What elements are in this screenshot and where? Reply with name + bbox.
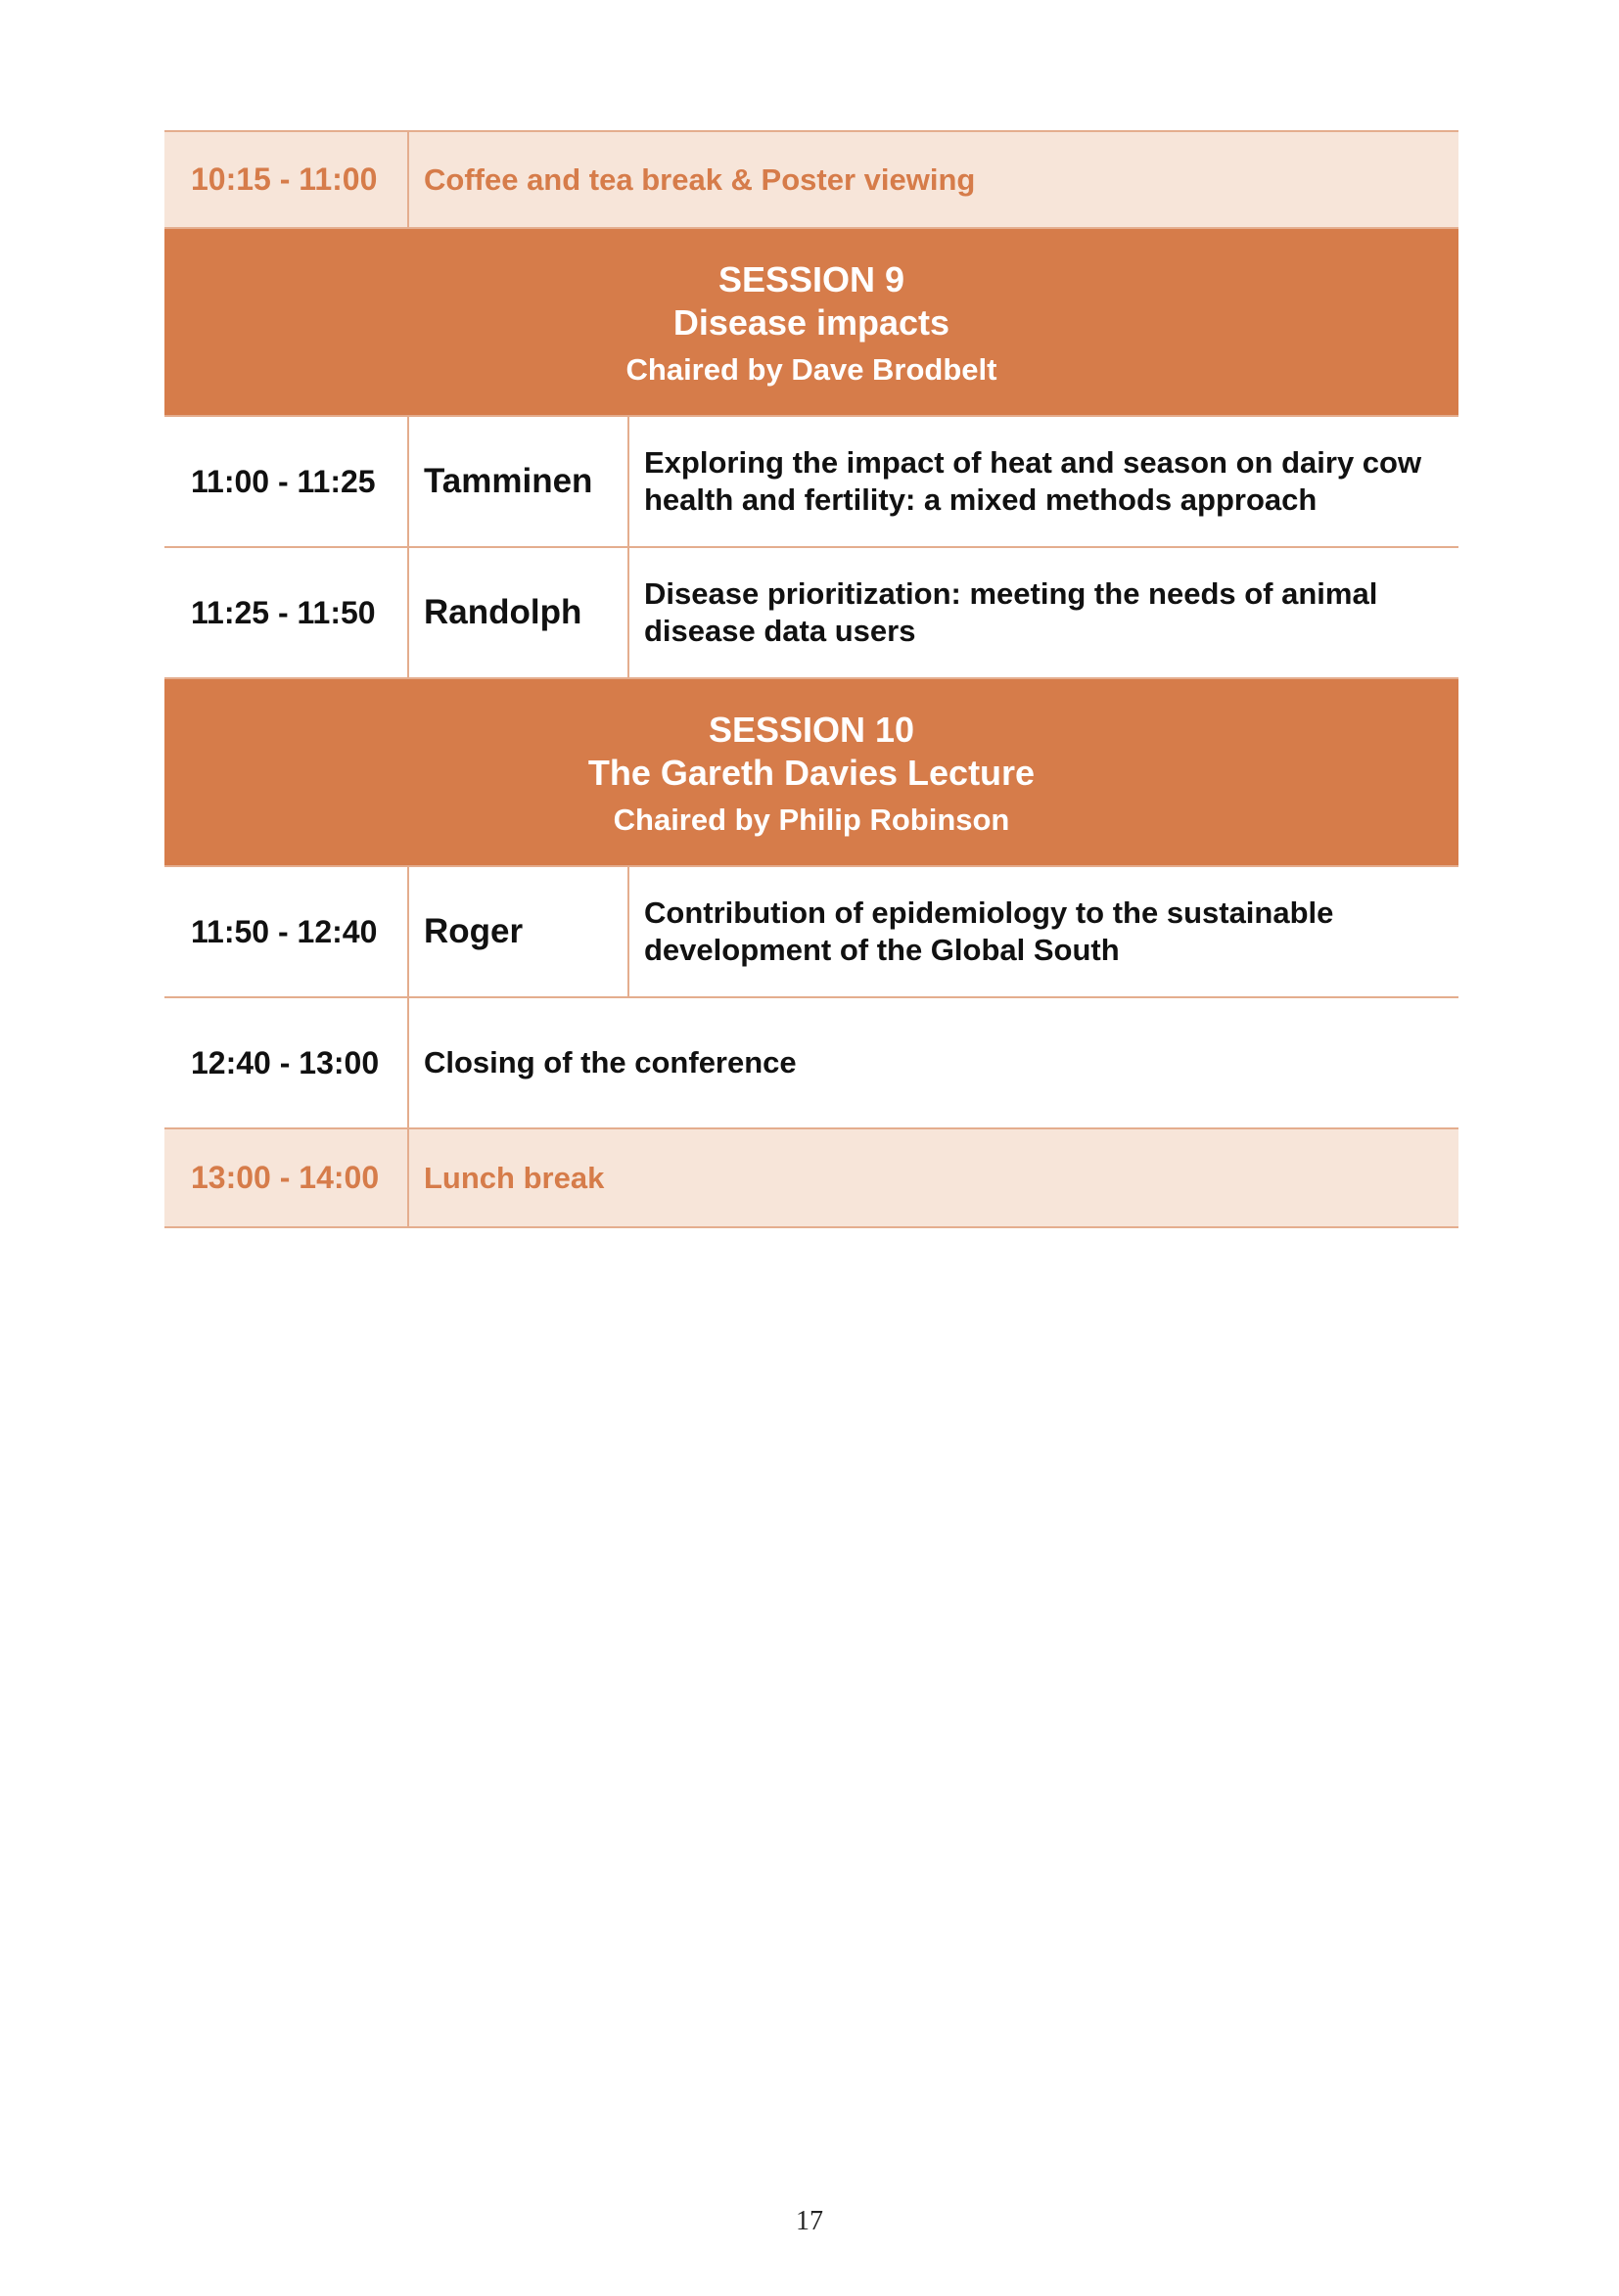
time-cell: 12:40 - 13:00	[164, 998, 409, 1127]
talk-title: Disease prioritization: meeting the needs of animal disease data users	[644, 576, 1378, 648]
time-cell: 11:00 - 11:25	[164, 417, 409, 546]
session-title: Disease impacts	[672, 302, 950, 343]
page-number: 17	[796, 2206, 823, 2236]
talk-title: Exploring the impact of heat and season on dairy cow health and fertility: a mixed methods approach	[644, 445, 1422, 517]
break-row-lunch	[164, 1129, 1458, 1228]
time-cell: 11:25 - 11:50	[164, 548, 409, 677]
time-cell: 10:15 - 11:00	[164, 132, 409, 227]
closing-text: Closing of the conference	[424, 1045, 797, 1079]
session-chair: Chaired by Philip Robinson	[613, 803, 1010, 837]
break-row-coffee	[164, 130, 1458, 229]
session-header-10	[164, 679, 1458, 867]
speaker-cell: Roger	[409, 867, 629, 996]
speaker-cell: Tamminen	[409, 417, 629, 546]
session-chair: Chaired by Dave Brodbelt	[625, 352, 997, 387]
closing-row	[164, 998, 1458, 1129]
session-title: The Gareth Davies Lecture	[587, 753, 1036, 793]
talk-row	[164, 548, 1458, 679]
time-cell: 13:00 - 14:00	[164, 1129, 409, 1226]
talk-title: Contribution of epidemiology to the sustainable development of the Global South	[644, 895, 1334, 967]
break-text: Coffee and tea break & Poster viewing	[424, 161, 976, 197]
time-cell: 11:50 - 12:40	[164, 867, 409, 996]
programme-schedule	[164, 130, 1458, 1228]
session-number: SESSION 9	[717, 259, 905, 299]
session-number: SESSION 10	[708, 710, 915, 750]
break-text: Lunch break	[424, 1160, 605, 1195]
session-header-9	[164, 229, 1458, 417]
speaker-cell: Randolph	[409, 548, 629, 677]
talk-row	[164, 417, 1458, 548]
talk-row	[164, 867, 1458, 998]
